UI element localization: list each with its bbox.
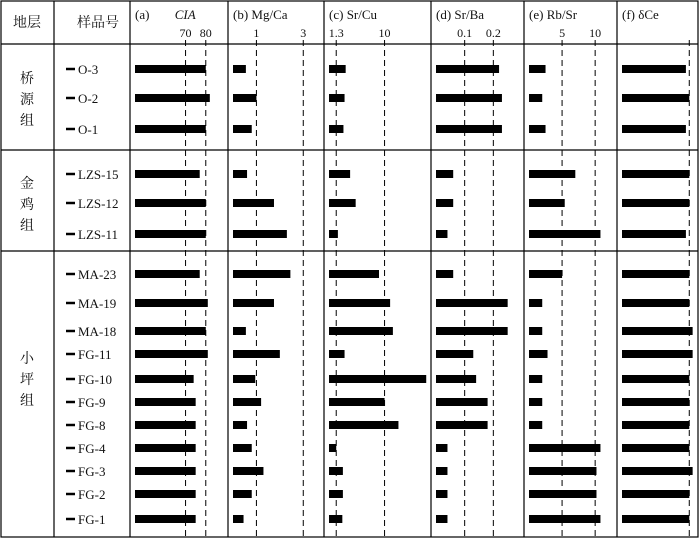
data-bar xyxy=(622,350,693,358)
data-bar xyxy=(622,170,689,178)
data-bar xyxy=(622,444,689,452)
data-bar xyxy=(436,350,473,358)
data-bar xyxy=(329,467,343,475)
data-bar xyxy=(622,125,686,133)
data-bar xyxy=(329,350,345,358)
sample-label: FG-2 xyxy=(78,487,106,502)
data-bar xyxy=(329,421,398,429)
data-bar xyxy=(436,467,447,475)
data-bar xyxy=(329,327,393,335)
data-bar xyxy=(135,199,206,207)
data-bar xyxy=(436,299,508,307)
data-bar xyxy=(233,94,256,102)
data-bar xyxy=(329,515,342,523)
data-bar xyxy=(529,467,596,475)
data-bar xyxy=(233,125,252,133)
sample-label: FG-10 xyxy=(78,372,112,387)
tick-label: 0.1 xyxy=(457,26,473,40)
data-bar xyxy=(436,170,453,178)
data-bar xyxy=(436,490,447,498)
data-bar xyxy=(233,375,255,383)
data-bar xyxy=(135,65,206,73)
data-bar xyxy=(529,125,546,133)
data-bar xyxy=(622,94,689,102)
stratum-label-char: 组 xyxy=(20,394,34,409)
sample-label: FG-4 xyxy=(78,441,106,456)
data-bar xyxy=(436,199,453,207)
sample-label: MA-18 xyxy=(78,324,117,339)
data-bar xyxy=(622,421,689,429)
stratum-label-char: 坪 xyxy=(20,373,34,388)
data-bar xyxy=(529,375,542,383)
data-bar xyxy=(529,421,542,429)
data-bar xyxy=(135,375,194,383)
data-bar xyxy=(233,467,263,475)
data-bar xyxy=(329,65,346,73)
stratum-label-char: 源 xyxy=(20,93,34,108)
panel-title: (e) Rb/Sr xyxy=(529,7,578,22)
sample-label: FG-3 xyxy=(78,464,106,479)
data-bar xyxy=(622,299,689,307)
tick-label: 0.2 xyxy=(485,26,501,40)
data-bar xyxy=(233,515,244,523)
stratum-label-char: 鸡 xyxy=(20,198,34,213)
stratum-label-char: 小 xyxy=(20,352,34,367)
data-bar xyxy=(436,327,508,335)
tick-label: 80 xyxy=(199,26,212,40)
panel-title: (c) Sr/Cu xyxy=(329,7,378,22)
sample-label: FG-9 xyxy=(78,395,106,410)
data-bar xyxy=(233,398,261,406)
tick-label: 10 xyxy=(589,26,602,40)
sample-label: FG-8 xyxy=(78,418,106,433)
sample-label: MA-23 xyxy=(78,267,117,282)
data-bar xyxy=(135,299,208,307)
data-bar xyxy=(529,398,542,406)
data-bar xyxy=(135,94,210,102)
data-bar xyxy=(135,125,206,133)
data-bar xyxy=(135,467,196,475)
data-bar xyxy=(622,490,689,498)
data-bar xyxy=(135,421,196,429)
tick-label: 3 xyxy=(300,26,307,40)
stratum-label-char: 桥 xyxy=(20,72,34,87)
stratum-label-char: 组 xyxy=(20,219,34,234)
tick-label: 5 xyxy=(559,26,566,40)
data-bar xyxy=(622,230,686,238)
data-bar xyxy=(135,230,206,238)
sample-label: LZS-15 xyxy=(78,167,119,182)
data-bar xyxy=(622,65,686,73)
data-bar xyxy=(529,350,548,358)
sample-label: LZS-11 xyxy=(78,227,118,242)
data-bar xyxy=(436,421,488,429)
data-bar xyxy=(135,350,208,358)
data-bar xyxy=(329,94,345,102)
data-bar xyxy=(436,65,499,73)
data-bar xyxy=(436,375,476,383)
data-bar xyxy=(436,398,488,406)
sample-label: O-3 xyxy=(78,62,99,77)
data-bar xyxy=(622,375,689,383)
stratum-label-char: 组 xyxy=(20,114,34,129)
data-bar xyxy=(233,299,274,307)
tick-label: 10 xyxy=(378,26,391,40)
data-bar xyxy=(233,230,287,238)
data-bar xyxy=(233,421,247,429)
data-bar xyxy=(329,170,350,178)
data-bar xyxy=(329,230,338,238)
panel-title: (a) CIA xyxy=(135,7,196,22)
data-bar xyxy=(329,125,343,133)
data-bar xyxy=(436,270,453,278)
data-bar xyxy=(135,327,206,335)
sample-label: O-2 xyxy=(78,91,99,106)
data-bar xyxy=(233,444,252,452)
data-bar xyxy=(529,299,542,307)
data-bar xyxy=(233,270,290,278)
data-bar xyxy=(436,125,502,133)
tick-label: 1 xyxy=(253,26,260,40)
data-bar xyxy=(329,270,379,278)
data-bar xyxy=(529,515,600,523)
stratum-column-header: 地层 xyxy=(13,16,41,31)
data-bar xyxy=(233,490,252,498)
tick-label: 1.3 xyxy=(328,26,344,40)
data-bar xyxy=(622,270,689,278)
panel-title: (b) Mg/Ca xyxy=(233,7,288,22)
data-bar xyxy=(135,398,196,406)
data-bar xyxy=(529,65,546,73)
sample-label: FG-1 xyxy=(78,512,106,527)
data-bar xyxy=(529,230,600,238)
data-bar xyxy=(329,398,385,406)
data-bar xyxy=(135,444,196,452)
sample-label: MA-19 xyxy=(78,296,117,311)
data-bar xyxy=(329,490,343,498)
data-bar xyxy=(329,444,336,452)
data-bar xyxy=(135,270,200,278)
data-bar xyxy=(529,490,596,498)
data-bar xyxy=(233,199,274,207)
data-bar xyxy=(233,350,280,358)
data-bar xyxy=(529,170,575,178)
data-bar xyxy=(622,398,689,406)
data-bar xyxy=(436,515,447,523)
tick-label: 70 xyxy=(179,26,192,40)
data-bar xyxy=(135,515,196,523)
panel-title: (f) δCe xyxy=(622,7,659,22)
sample-label: FG-11 xyxy=(78,347,112,362)
sample-label: LZS-12 xyxy=(78,196,119,211)
data-bar xyxy=(529,327,542,335)
data-bar xyxy=(233,170,247,178)
sample-label: O-1 xyxy=(78,122,99,137)
sample-column-header: 样品号 xyxy=(77,16,119,31)
data-bar xyxy=(233,65,246,73)
data-bar xyxy=(436,230,447,238)
data-bar xyxy=(436,94,502,102)
data-bar xyxy=(436,444,447,452)
data-bar xyxy=(233,327,246,335)
stratum-label-char: 金 xyxy=(20,177,34,192)
data-bar xyxy=(529,199,565,207)
data-bar xyxy=(135,170,200,178)
data-bar xyxy=(622,515,689,523)
data-bar xyxy=(329,299,390,307)
data-bar xyxy=(622,327,693,335)
data-bar xyxy=(135,490,196,498)
panel-title: (d) Sr/Ba xyxy=(436,7,485,22)
data-bar xyxy=(329,375,426,383)
data-bar xyxy=(529,94,542,102)
data-bar xyxy=(622,199,689,207)
data-bar xyxy=(529,444,600,452)
data-bar xyxy=(529,270,562,278)
data-bar xyxy=(622,467,693,475)
chart-body xyxy=(1,1,698,537)
data-bar xyxy=(329,199,356,207)
